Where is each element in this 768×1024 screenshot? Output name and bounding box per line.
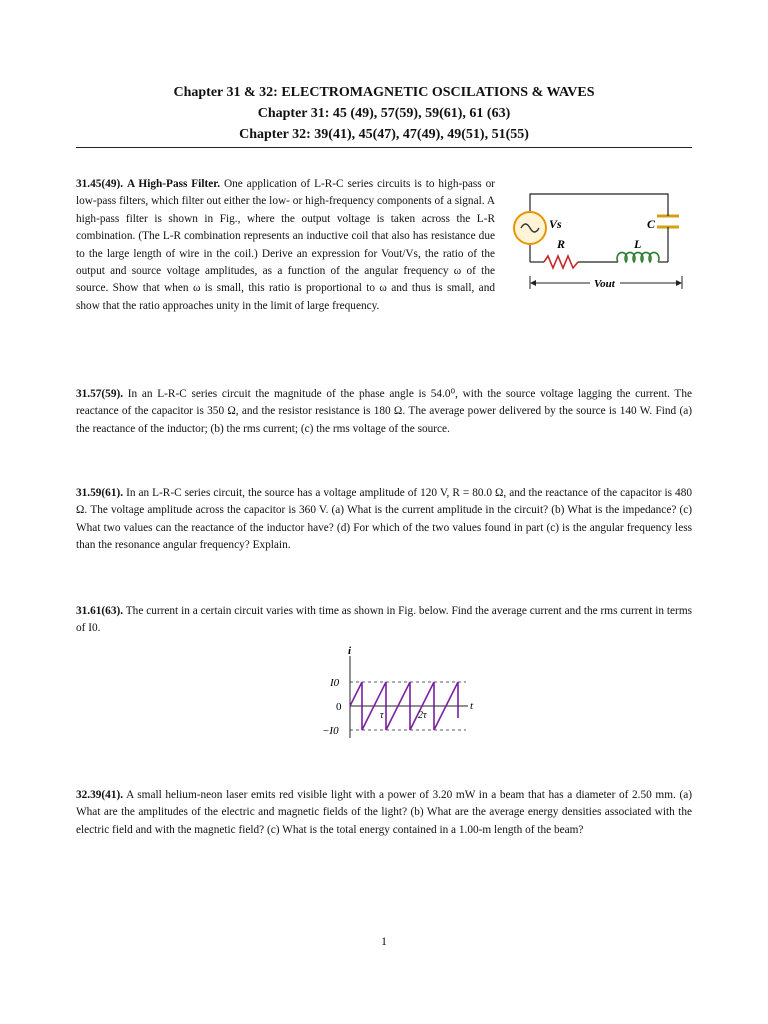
source-label: Vs — [549, 217, 562, 231]
header-chapter-32: Chapter 32: 39(41), 45(47), 47(49), 49(51), 51(55) — [239, 127, 529, 142]
problem-number: 32.39(41). — [76, 789, 124, 801]
zero-label: 0 — [336, 701, 342, 713]
tau-label: τ — [380, 710, 384, 721]
problem-31-45 — [76, 176, 495, 315]
problem-32-39 — [76, 787, 692, 839]
problem-text: In an L-R-C series circuit, the source has a voltage amplitude of 120 V, R = 80.0 Ω, and the reactance of the capacitor is 480 Ω. The voltage amplitude across the capacitor is 360 V. (a) What is the current amplitude in the circuit? (b) What is the impedance? (c) What two values can the reactance of the inductor have? (d) For which of the two values found in part (c) is the angular frequency less than the resonance angular frequency? Explain. — [76, 487, 692, 552]
problem-number: 31.57(59). — [76, 388, 124, 400]
y-axis-label: i — [348, 646, 352, 657]
high-pass-filter-circuit — [508, 190, 698, 298]
header-divider — [76, 147, 692, 148]
capacitor-icon — [657, 210, 679, 234]
problem-31-61 — [76, 603, 692, 638]
top-level-label: I0 — [330, 677, 340, 689]
resistor-label: R — [557, 237, 566, 251]
vout-label: Vout — [594, 278, 615, 290]
page-number: 1 — [381, 934, 387, 948]
sawtooth-current-figure — [318, 646, 488, 742]
x-axis-label: t — [470, 700, 474, 712]
bottom-level-label: −I0 — [322, 725, 339, 737]
problem-text: In an L-R-C series circuit the magnitude of the phase angle is 54.0⁰, with the source voltage lagging the current. The reactance of the capacitor is 350 Ω, and the resistor resistance is 180 Ω. The average power delivered by the source is 140 W. Find (a) the reactance of the inductor; (b) the rms current; (c) the rms voltage of the source. — [76, 388, 692, 435]
problem-31-59 — [76, 485, 692, 555]
problem-number: 31.61(63). — [76, 605, 124, 617]
page-header — [76, 82, 692, 145]
resistor-icon — [544, 256, 578, 268]
inductor-label: L — [634, 237, 642, 251]
problem-text: A small helium-neon laser emits red visible light with a power of 3.20 mW in a beam that has a diameter of 2.50 mm. (a) What are the amplitudes of the electric and magnetic fields of the light? (b) What are the average energy densities associated with the electric field and with the magnetic field? (c) What is the total energy contained in a 1.00-m length of the beam? — [76, 789, 692, 836]
problem-text: The current in a certain circuit varies with time as shown in Fig. below. Find the average current and the rms current in terms of I0. — [76, 605, 692, 635]
capacitor-label: C — [647, 217, 656, 231]
problem-title: A High-Pass Filter. — [126, 178, 221, 190]
problem-number: 31.45(49). — [76, 178, 124, 190]
header-title: Chapter 31 & 32: ELECTROMAGNETIC OSCILATIONS & WAVES — [173, 85, 595, 100]
two-tau-label: 2τ — [418, 710, 427, 721]
header-chapter-31: Chapter 31: 45 (49), 57(59), 59(61), 61 (63) — [257, 106, 511, 121]
problem-text: One application of L-R-C series circuits is to high-pass or low-pass filters, which filter out either the low- or high-frequency components of a signal. A high-pass filter is shown in Fig., where the output voltage is taken across the L-R combination. (The L-R combination represents an inductive coil that also has resistance due to the large length of wire in the coil.) Derive an expression for Vout/Vs, the ratio of the output and source voltage amplitudes, as a function of the angular frequency ω of the source. Show that when ω is small, this ratio is proportional to ω and thus is small, and show that the ratio approaches unity in the limit of large frequency. — [76, 178, 495, 312]
problem-31-57 — [76, 386, 692, 438]
problem-number: 31.59(61). — [76, 487, 124, 499]
inductor-icon — [617, 252, 659, 262]
